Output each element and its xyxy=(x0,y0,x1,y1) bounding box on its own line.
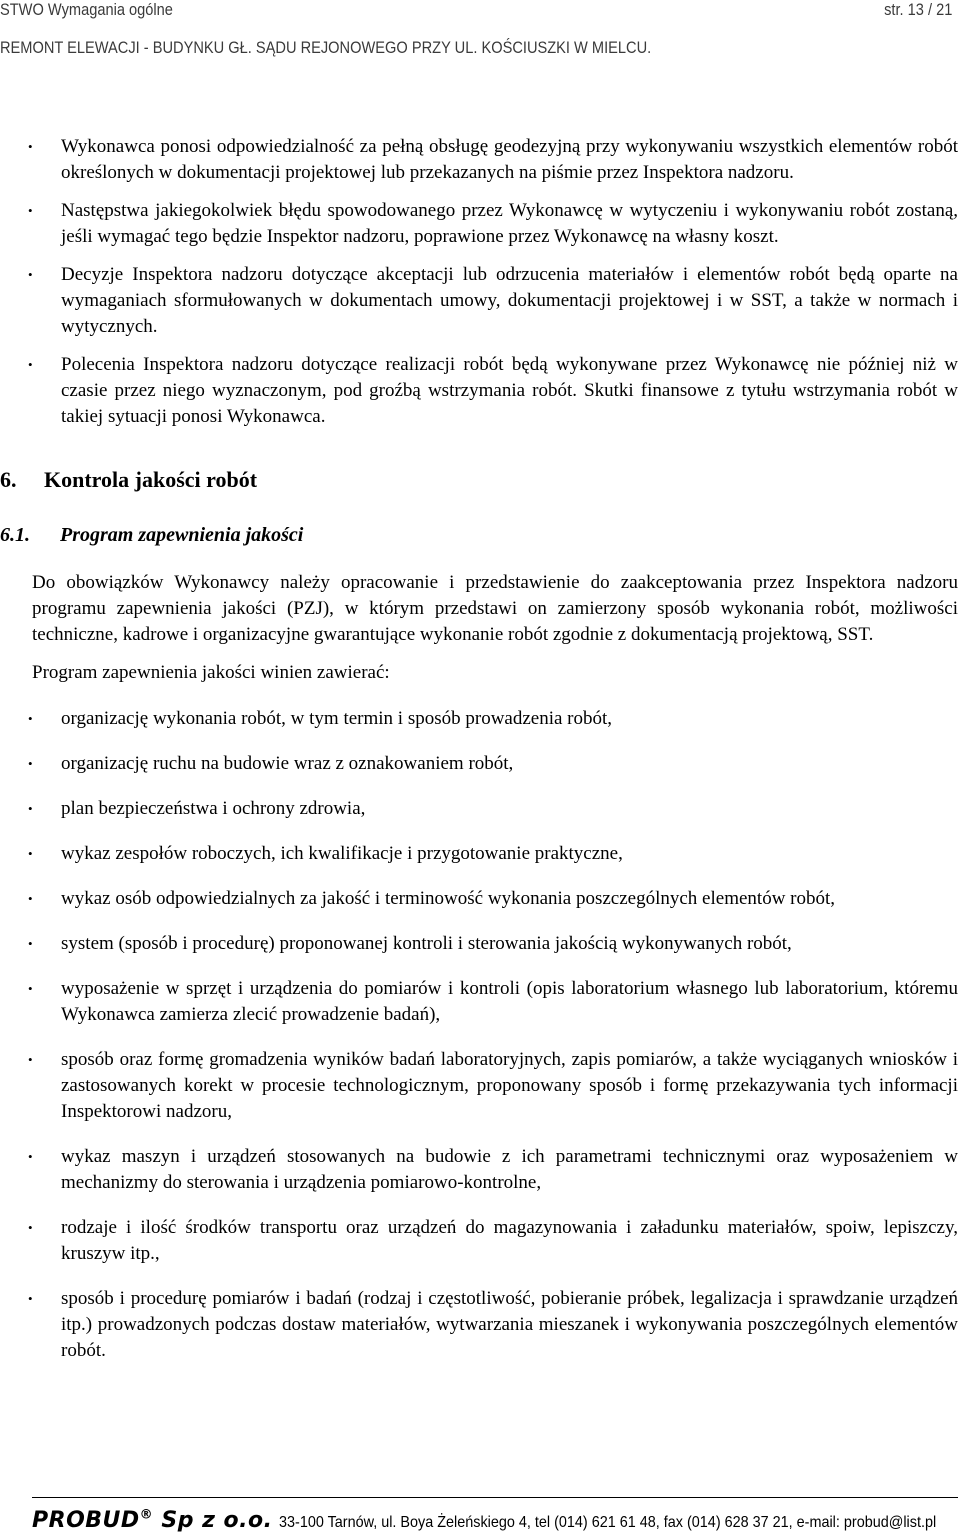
list-item: • Następstwa jakiegokolwiek błędu spowodowanego przez Wykonawcę w wytyczeniu i wykonywaniu robót zostaną, jeśli wymagać tego będzie Inspektor nadzoru, poprawione przez Wykonawcę na własny koszt. xyxy=(32,198,958,250)
list-item: • organizację ruchu na budowie wraz z oznakowaniem robót, xyxy=(32,751,958,777)
list-item: • wykaz osób odpowiedzialnych za jakość i terminowość wykonania poszczególnych elementów robót, xyxy=(32,886,958,912)
header-doc-title: STWO Wymagania ogólne xyxy=(0,0,173,19)
subsection-number: 6.1. xyxy=(0,524,30,546)
list-item: • wykaz maszyn i urządzeń stosowanych na budowie z ich parametrami technicznymi oraz wyposażeniem w mechanizmy do sterowania i urządzenia pomiarowo-kontrolne, xyxy=(32,1144,958,1196)
list-item: • wyposażenie w sprzęt i urządzenia do pomiarów i kontroli (opis laboratorium własnego lub laboratorium, któremu Wykonawca zamierza zlecić prowadzenie badań), xyxy=(32,976,958,1028)
footer-divider xyxy=(32,1497,958,1498)
company-address: 33-100 Tarnów, ul. Boya Żeleńskiego 4, tel (014) 621 61 48, fax (014) 628 37 21, e-mail: probud@list.pl xyxy=(278,1514,936,1532)
list-item: • plan bezpieczeństwa i ochrony zdrowia, xyxy=(32,796,958,822)
list-item: • wykaz zespołów roboczych, ich kwalifikacje i przygotowanie praktyczne, xyxy=(32,841,958,867)
list-item: • Wykonawca ponosi odpowiedzialność za pełną obsługę geodezyjną przy wykonywaniu wszystkich elementów robót określonych w dokumentacji projektowej lub przekazanych na piśmie przez Inspektora nadzoru. xyxy=(32,134,958,186)
brand-suffix: Sp z o.o. xyxy=(161,1508,273,1534)
section-title: Kontrola jakości robót xyxy=(44,467,258,492)
subsection-heading xyxy=(0,522,958,548)
company-logo xyxy=(32,1508,273,1533)
list-item: • rodzaje i ilość środków transportu oraz urządzeń do magazynowania i załadunku materiałów, spoiw, lepiszczy, kruszyw itp., xyxy=(32,1215,958,1267)
registered-mark: ® xyxy=(139,1508,154,1523)
list-item: • Decyzje Inspektora nadzoru dotyczące akceptacji lub odrzucenia materiałów i elementów robót będą oparte na wymaganiach sformułowanych w dokumentach umowy, dokumentacji projektowej i w SST, a także w normach i wytycznych. xyxy=(32,262,958,340)
list-item: • Polecenia Inspektora nadzoru dotyczące realizacji robót będą wykonywane przez Wykonawcę nie później niż w czasie przez niego wyznaczonym, pod groźbą wstrzymania robót. Skutki finansowe z tytułu wstrzymania robót w takiej sytuacji ponosi Wykonawca. xyxy=(32,352,958,430)
subsection-title: Program zapewnienia jakości xyxy=(60,524,304,546)
section-number: 6. xyxy=(0,467,17,492)
list-item: • organizację wykonania robót, w tym termin i sposób prowadzenia robót, xyxy=(32,706,958,732)
document-body xyxy=(0,134,958,1364)
list-item: • system (sposób i procedurę) proponowanej kontroli i sterowania jakością wykonywanych robót, xyxy=(32,931,958,957)
paragraph: Do obowiązków Wykonawcy należy opracowanie i przedstawienie do zaakceptowania przez Inspektora nadzoru programu zapewnienia jakości (PZJ), w którym przedstawi on zamierzony sposób wykonania robót, możliwości techniczne, kadrowe i organizacyjne gwarantujące wykonanie robót zgodnie z dokumentacją projektową, SST. xyxy=(32,572,958,645)
section-heading xyxy=(0,467,958,493)
list-item: • sposób oraz formę gromadzenia wyników badań laboratoryjnych, zapis pomiarów, a także wyciąganych wniosków i zastosowanych korekt w procesie technologicznym, proponowany sposób i formę przekazywania tych informacji Inspektorowi nadzoru, xyxy=(32,1047,958,1125)
list-item: • sposób i procedurę pomiarów i badań (rodzaj i częstotliwość, pobieranie próbek, legalizacja i sprawdzanie urządzeń itp.) prowadzonych podczas dostaw materiałów, wytwarzania mieszanek i wykonywania poszczególnych elementów robót. xyxy=(32,1286,958,1364)
header-project-title: REMONT ELEWACJI - BUDYNKU GŁ. SĄDU REJONOWEGO PRZY UL. KOŚCIUSZKI W MIELCU. xyxy=(0,38,652,57)
header-page-number: str. 13 / 21 xyxy=(883,0,952,19)
brand-name: PROBUD xyxy=(32,1508,140,1534)
footer xyxy=(32,1508,960,1533)
pzj-contents-list xyxy=(32,706,958,1364)
paragraph: Program zapewnienia jakości winien zawierać: xyxy=(32,662,390,683)
obligations-list xyxy=(32,134,958,430)
